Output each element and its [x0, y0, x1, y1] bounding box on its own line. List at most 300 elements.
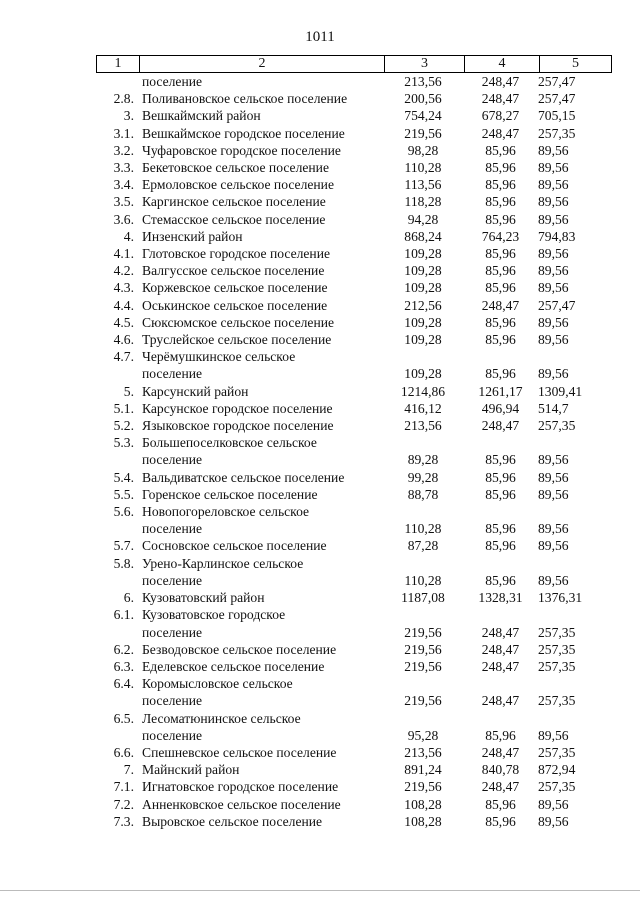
- table-row: [96, 279, 612, 296]
- row-values: [383, 314, 569, 331]
- settlement-name-line: Спешневское сельское поселение: [142, 744, 337, 760]
- value-col-3: 219,56: [404, 658, 442, 674]
- row-values: [383, 417, 575, 434]
- value-col-3: 891,24: [404, 762, 442, 778]
- value-col-3: 113,56: [404, 177, 442, 193]
- settlement-name-line: Коржевское сельское поселение: [142, 280, 328, 296]
- settlement-name-line: поселение: [142, 74, 203, 89]
- value-col-3: 416,12: [404, 400, 442, 416]
- row-number: 3.4.: [113, 177, 134, 193]
- value-col-5: 794,83: [538, 228, 576, 244]
- value-col-3: 110,28: [404, 572, 442, 588]
- row-values: [383, 761, 575, 778]
- column-header-4: 4: [464, 56, 539, 72]
- value-col-4: 85,96: [485, 469, 516, 485]
- settlement-name: [138, 400, 383, 417]
- settlement-name: [138, 555, 383, 589]
- settlement-name: [138, 641, 383, 658]
- value-col-4: 85,96: [485, 194, 516, 210]
- settlement-name-line: Языковское городское поселение: [142, 418, 334, 434]
- value-col-5: 89,56: [538, 727, 569, 743]
- settlement-name: [138, 710, 383, 744]
- column-header-5: 5: [539, 56, 611, 72]
- row-number: 7.: [123, 762, 134, 778]
- value-col-4: 248,47: [481, 91, 520, 107]
- row-number: 3.3.: [113, 160, 134, 176]
- settlement-name: [138, 348, 383, 382]
- table-row: [96, 331, 612, 348]
- settlement-name-line: поселение: [142, 572, 203, 588]
- settlement-name: [138, 176, 383, 193]
- settlement-name: [138, 142, 383, 159]
- row-number: 5.: [123, 383, 134, 399]
- settlement-name-line: Безводовское сельское поселение: [142, 641, 337, 657]
- value-col-4: 85,96: [485, 521, 516, 537]
- settlement-name: [138, 297, 383, 314]
- settlement-name-line: поселение: [142, 452, 203, 468]
- table-row: [96, 417, 612, 434]
- value-col-4: 840,78: [481, 762, 520, 778]
- value-col-5: 89,56: [538, 246, 569, 262]
- row-values: [383, 228, 575, 245]
- settlement-name: [138, 417, 383, 434]
- row-values: [383, 744, 575, 761]
- table-row: [96, 434, 612, 468]
- settlement-name: [138, 262, 383, 279]
- row-number: 4.7.: [113, 349, 134, 365]
- settlement-name: [138, 658, 383, 675]
- row-values: [383, 400, 569, 417]
- row-number: 6.: [123, 590, 134, 606]
- value-col-5: 89,56: [538, 263, 569, 279]
- value-col-5: 257,35: [538, 658, 576, 674]
- table-row: [96, 176, 612, 193]
- row-number: 5.4.: [113, 469, 134, 485]
- value-col-5: 514,7: [538, 400, 569, 416]
- row-values: [383, 520, 569, 537]
- table-row: [96, 641, 612, 658]
- settlement-name: [138, 813, 383, 830]
- column-header-1: 1: [114, 56, 122, 71]
- row-values: [383, 297, 575, 314]
- table-row: [96, 348, 612, 382]
- value-col-4: 85,96: [485, 160, 516, 176]
- row-values: [383, 658, 575, 675]
- row-values: [383, 641, 575, 658]
- row-number: 5.8.: [113, 555, 134, 571]
- table-row: [96, 314, 612, 331]
- settlement-name-line: поселение: [142, 521, 203, 537]
- row-values: [383, 159, 569, 176]
- settlement-name-line: Черёмушкинское сельское: [142, 349, 296, 365]
- value-col-5: 89,56: [538, 452, 569, 468]
- settlement-name-line: Стемасское сельское поселение: [142, 211, 326, 227]
- value-col-3: 868,24: [404, 228, 442, 244]
- settlement-name-line: поселение: [142, 366, 203, 382]
- table-row: [96, 469, 612, 486]
- row-number: 2.8.: [113, 91, 134, 107]
- value-col-5: 257,35: [538, 693, 576, 709]
- settlement-name: [138, 159, 383, 176]
- table-row: [96, 193, 612, 210]
- settlement-name: [138, 211, 383, 228]
- row-number: 6.6.: [113, 744, 134, 760]
- row-number: 5.7.: [113, 538, 134, 554]
- value-col-5: 1309,41: [538, 383, 583, 399]
- row-number: 4.5.: [113, 314, 134, 330]
- value-col-5: 89,56: [538, 572, 569, 588]
- settlement-name-line: Карсунское городское поселение: [142, 400, 333, 416]
- value-col-4: 1328,31: [478, 590, 523, 606]
- settlement-name-line: Вальдиватское сельское поселение: [142, 469, 345, 485]
- settlement-name-line: Поливановское сельское поселение: [142, 91, 348, 107]
- settlement-name: [138, 503, 383, 537]
- value-col-4: 248,47: [481, 624, 520, 640]
- table-row: [96, 555, 612, 589]
- table-row: [96, 73, 612, 90]
- settlement-name: [138, 279, 383, 296]
- row-values: [383, 73, 575, 90]
- settlement-name: [138, 486, 383, 503]
- row-number: 6.5.: [113, 710, 134, 726]
- value-col-5: 257,35: [538, 744, 576, 760]
- value-col-5: 89,56: [538, 160, 569, 176]
- row-number: 3.5.: [113, 194, 134, 210]
- table-row: [96, 400, 612, 417]
- settlement-name: [138, 675, 383, 709]
- value-col-3: 118,28: [404, 194, 442, 210]
- settlement-name: [138, 761, 383, 778]
- value-col-3: 94,28: [407, 211, 439, 227]
- table-row: [96, 486, 612, 503]
- settlement-name-line: Кузоватовский район: [142, 590, 265, 606]
- value-col-4: 248,47: [481, 779, 520, 795]
- value-col-3: 98,28: [407, 142, 439, 158]
- settlement-name: [138, 90, 383, 107]
- settlement-name-line: Коромысловское сельское: [142, 676, 293, 692]
- row-values: [383, 125, 575, 142]
- value-col-3: 213,56: [404, 74, 442, 89]
- value-col-4: 248,47: [481, 658, 520, 674]
- row-values: [383, 176, 569, 193]
- row-number: 4.3.: [113, 280, 134, 296]
- settlement-name-line: Еделевское сельское поселение: [142, 658, 325, 674]
- value-col-3: 109,28: [404, 332, 442, 348]
- settlement-name-line: Ермоловское сельское поселение: [142, 177, 334, 193]
- value-col-4: 85,96: [485, 538, 516, 554]
- value-col-3: 219,56: [404, 641, 442, 657]
- row-values: [383, 796, 569, 813]
- table-row: [96, 90, 612, 107]
- value-col-4: 85,96: [485, 211, 516, 227]
- value-col-3: 754,24: [404, 108, 442, 124]
- settlement-name: [138, 331, 383, 348]
- value-col-3: 108,28: [404, 813, 442, 829]
- settlement-name-line: Игнатовское городское поселение: [142, 779, 339, 795]
- settlement-name-line: Бекетовское сельское поселение: [142, 160, 329, 176]
- value-col-5: 89,56: [538, 211, 569, 227]
- value-col-5: 89,56: [538, 366, 569, 382]
- value-col-5: 89,56: [538, 194, 569, 210]
- settlement-name-line: Новопогореловское сельское: [142, 504, 310, 520]
- value-col-4: 764,23: [481, 228, 520, 244]
- row-number: 3.: [123, 108, 134, 124]
- value-col-3: 108,28: [404, 796, 442, 812]
- settlement-name-line: Инзенский район: [142, 228, 243, 244]
- table-row: [96, 606, 612, 640]
- row-values: [383, 486, 569, 503]
- settlement-name: [138, 606, 383, 640]
- settlement-name: [138, 778, 383, 795]
- settlement-name-line: Сюксюмское сельское поселение: [142, 314, 335, 330]
- value-col-5: 89,56: [538, 521, 569, 537]
- value-col-4: 248,47: [481, 418, 520, 434]
- table-row: [96, 761, 612, 778]
- settlement-name-line: поселение: [142, 624, 203, 640]
- table-row: [96, 658, 612, 675]
- value-col-3: 110,28: [404, 521, 442, 537]
- value-col-4: 1261,17: [478, 383, 523, 399]
- value-col-4: 248,47: [481, 74, 520, 89]
- settlement-name-line: Большепоселковское сельское: [142, 435, 317, 451]
- value-col-5: 257,35: [538, 418, 576, 434]
- row-number: 5.3.: [113, 435, 134, 451]
- value-col-4: 85,96: [485, 280, 516, 296]
- value-col-5: 89,56: [538, 177, 569, 193]
- table-row: [96, 262, 612, 279]
- value-col-3: 219,56: [404, 624, 442, 640]
- value-col-4: 85,96: [485, 263, 516, 279]
- settlement-name-line: Труслейское сельское поселение: [142, 332, 332, 348]
- value-col-3: 219,56: [404, 693, 442, 709]
- value-col-5: 257,35: [538, 125, 576, 141]
- row-number: 4.2.: [113, 263, 134, 279]
- table-header: [96, 55, 612, 73]
- value-col-3: 109,28: [404, 280, 442, 296]
- row-number: 5.5.: [113, 486, 134, 502]
- value-col-4: 85,96: [485, 177, 516, 193]
- value-col-5: 89,56: [538, 796, 569, 812]
- value-col-4: 85,96: [485, 796, 516, 812]
- row-values: [383, 193, 569, 210]
- settlement-name: [138, 469, 383, 486]
- table-body: [96, 73, 612, 830]
- table-row: [96, 813, 612, 830]
- table-row: [96, 297, 612, 314]
- row-values: [383, 365, 569, 382]
- value-col-3: 89,28: [407, 452, 439, 468]
- row-values: [383, 451, 569, 468]
- value-col-3: 212,56: [404, 297, 442, 313]
- value-col-4: 496,94: [481, 400, 520, 416]
- settlement-name-line: поселение: [142, 693, 203, 709]
- settlement-name-line: Карсунский район: [142, 383, 249, 399]
- settlement-name-line: Вешкаймское городское поселение: [142, 125, 345, 141]
- settlement-name-line: Майнский район: [142, 762, 240, 778]
- value-col-3: 110,28: [404, 160, 442, 176]
- value-col-3: 219,56: [404, 779, 442, 795]
- settlement-name-line: поселение: [142, 727, 203, 743]
- value-col-4: 248,47: [481, 693, 520, 709]
- value-col-4: 248,47: [481, 641, 520, 657]
- value-col-5: 872,94: [538, 762, 576, 778]
- row-number: 5.6.: [113, 504, 134, 520]
- row-number: 5.2.: [113, 418, 134, 434]
- row-number: 6.1.: [113, 607, 134, 623]
- table-row: [96, 383, 612, 400]
- table-row: [96, 796, 612, 813]
- row-number: 3.2.: [113, 142, 134, 158]
- value-col-4: 85,96: [485, 246, 516, 262]
- value-col-5: 257,47: [538, 297, 576, 313]
- value-col-3: 87,28: [407, 538, 439, 554]
- row-number: 3.1.: [113, 125, 134, 141]
- row-values: [383, 572, 569, 589]
- settlement-name: [138, 589, 383, 606]
- value-col-5: 89,56: [538, 314, 569, 330]
- row-values: [383, 331, 569, 348]
- value-col-3: 95,28: [407, 727, 439, 743]
- settlement-name: [138, 107, 383, 124]
- settlement-name-line: Анненковское сельское поселение: [142, 796, 341, 812]
- value-col-4: 85,96: [485, 142, 516, 158]
- table-row: [96, 211, 612, 228]
- settlement-name: [138, 245, 383, 262]
- settlement-name: [138, 193, 383, 210]
- row-number: 6.3.: [113, 658, 134, 674]
- value-col-4: 85,96: [485, 332, 516, 348]
- value-col-3: 109,28: [404, 314, 442, 330]
- row-values: [383, 778, 575, 795]
- row-values: [383, 90, 575, 107]
- value-col-5: 89,56: [538, 813, 569, 829]
- settlement-name-line: Каргинское сельское поселение: [142, 194, 326, 210]
- row-number: 5.1.: [113, 400, 134, 416]
- value-col-5: 257,35: [538, 624, 576, 640]
- value-col-3: 200,56: [404, 91, 442, 107]
- row-number: 4.: [123, 228, 134, 244]
- value-col-4: 85,96: [485, 813, 516, 829]
- settlement-name-line: Глотовское городское поселение: [142, 246, 331, 262]
- row-values: [383, 813, 569, 830]
- table-row: [96, 589, 612, 606]
- row-number: 4.1.: [113, 246, 134, 262]
- table-row: [96, 710, 612, 744]
- value-col-4: 248,47: [481, 125, 520, 141]
- value-col-3: 109,28: [404, 366, 442, 382]
- table-row: [96, 125, 612, 142]
- settlement-name: [138, 383, 383, 400]
- value-col-5: 89,56: [538, 469, 569, 485]
- table-row: [96, 537, 612, 554]
- value-col-5: 257,47: [538, 91, 576, 107]
- value-col-5: 257,47: [538, 74, 576, 89]
- row-values: [383, 727, 569, 744]
- row-number: 4.6.: [113, 332, 134, 348]
- row-values: [383, 211, 569, 228]
- row-values: [383, 279, 569, 296]
- settlement-name-line: Урено-Карлинское сельское: [142, 555, 304, 571]
- settlement-name-line: Сосновское сельское поселение: [142, 538, 327, 554]
- column-header-3: 3: [384, 56, 464, 72]
- value-col-3: 1187,08: [401, 590, 445, 606]
- value-col-5: 257,35: [538, 641, 576, 657]
- value-col-4: 678,27: [481, 108, 520, 124]
- table-row: [96, 159, 612, 176]
- value-col-5: 1376,31: [538, 590, 583, 606]
- row-number: 3.6.: [113, 211, 134, 227]
- row-number: 6.2.: [113, 641, 134, 657]
- row-number: 4.4.: [113, 297, 134, 313]
- value-col-5: 89,56: [538, 280, 569, 296]
- table-row: [96, 503, 612, 537]
- row-values: [383, 589, 582, 606]
- settlement-name: [138, 125, 383, 142]
- row-values: [383, 469, 569, 486]
- value-col-4: 85,96: [485, 727, 516, 743]
- settlement-name-line: Чуфаровское городское поселение: [142, 142, 341, 158]
- settlement-name-line: Вешкаймский район: [142, 108, 261, 124]
- value-col-4: 248,47: [481, 297, 520, 313]
- row-values: [383, 624, 575, 641]
- column-header-2: 2: [139, 56, 384, 72]
- value-col-4: 248,47: [481, 744, 520, 760]
- settlement-name-line: Лесоматюнинское сельское: [142, 710, 301, 726]
- value-col-4: 85,96: [485, 452, 516, 468]
- value-col-4: 85,96: [485, 314, 516, 330]
- settlement-name: [138, 434, 383, 468]
- scan-artifact-bottom: [0, 890, 640, 891]
- value-col-4: 85,96: [485, 486, 516, 502]
- row-values: [383, 537, 569, 554]
- value-col-3: 213,56: [404, 744, 442, 760]
- settlement-name-line: Горенское сельское поселение: [142, 486, 318, 502]
- value-col-3: 109,28: [404, 246, 442, 262]
- settlement-name-line: Выровское сельское поселение: [142, 813, 323, 829]
- row-values: [383, 383, 582, 400]
- settlement-name: [138, 744, 383, 761]
- table-row: [96, 245, 612, 262]
- row-number: 7.2.: [113, 796, 134, 812]
- value-col-3: 1214,86: [400, 383, 446, 399]
- settlement-name-line: Валгусское сельское поселение: [142, 263, 325, 279]
- table-row: [96, 675, 612, 709]
- row-number: 7.3.: [113, 813, 134, 829]
- value-col-5: 257,35: [538, 779, 576, 795]
- table-row: [96, 778, 612, 795]
- table-row: [96, 744, 612, 761]
- value-col-3: 213,56: [404, 418, 442, 434]
- row-number: 6.4.: [113, 676, 134, 692]
- settlement-name: [138, 228, 383, 245]
- settlement-name: [138, 796, 383, 813]
- settlement-name-line: Кузоватовское городское: [142, 607, 286, 623]
- settlement-name: [138, 73, 383, 90]
- settlement-name: [138, 537, 383, 554]
- page-number: 1011: [305, 29, 335, 45]
- row-values: [383, 692, 575, 709]
- value-col-4: 85,96: [485, 572, 516, 588]
- value-col-3: 88,78: [407, 486, 439, 502]
- value-col-5: 705,15: [538, 108, 576, 124]
- settlement-name-line: Оськинское сельское поселение: [142, 297, 328, 313]
- row-values: [383, 142, 569, 159]
- table-row: [96, 107, 612, 124]
- table-row: [96, 142, 612, 159]
- value-col-3: 109,28: [404, 263, 442, 279]
- row-number: 7.1.: [113, 779, 134, 795]
- row-values: [383, 262, 569, 279]
